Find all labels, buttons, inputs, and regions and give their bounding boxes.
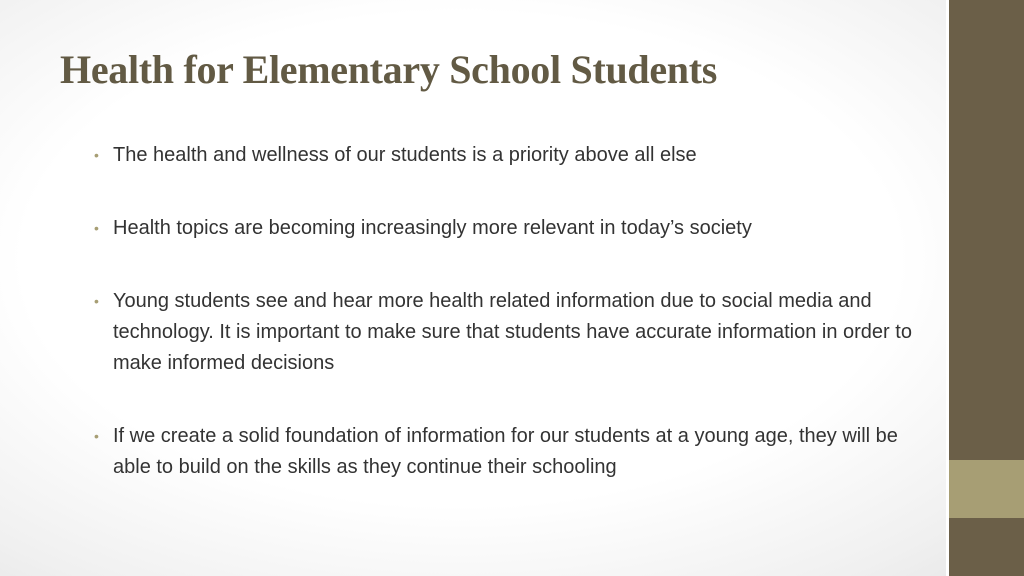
bullet-text: The health and wellness of our students is a priority above all else xyxy=(113,144,697,166)
bullet-item xyxy=(90,286,920,379)
bullet-text: Young students see and hear more health related information due to social media and technology. It is important to make sure that students have accurate information in order to make informed decisions xyxy=(113,290,912,374)
slide-title: Health for Elementary School Students xyxy=(60,47,718,92)
side-bar-accent-block xyxy=(949,460,1024,518)
bullet-marker-icon: • xyxy=(94,293,99,309)
bullet-marker-icon: • xyxy=(94,428,99,444)
bullet-item xyxy=(90,213,920,244)
bullet-list xyxy=(90,140,920,483)
bullet-marker-icon: • xyxy=(94,220,99,236)
bullet-item xyxy=(90,140,920,171)
side-bar xyxy=(946,0,1024,576)
bullet-item xyxy=(90,421,920,483)
bullet-text: If we create a solid foundation of information for our students at a young age, they will be able to build on the skills as they continue their schooling xyxy=(113,425,898,478)
bullet-text: Health topics are becoming increasingly more relevant in today’s society xyxy=(113,217,752,239)
bullet-marker-icon: • xyxy=(94,147,99,163)
